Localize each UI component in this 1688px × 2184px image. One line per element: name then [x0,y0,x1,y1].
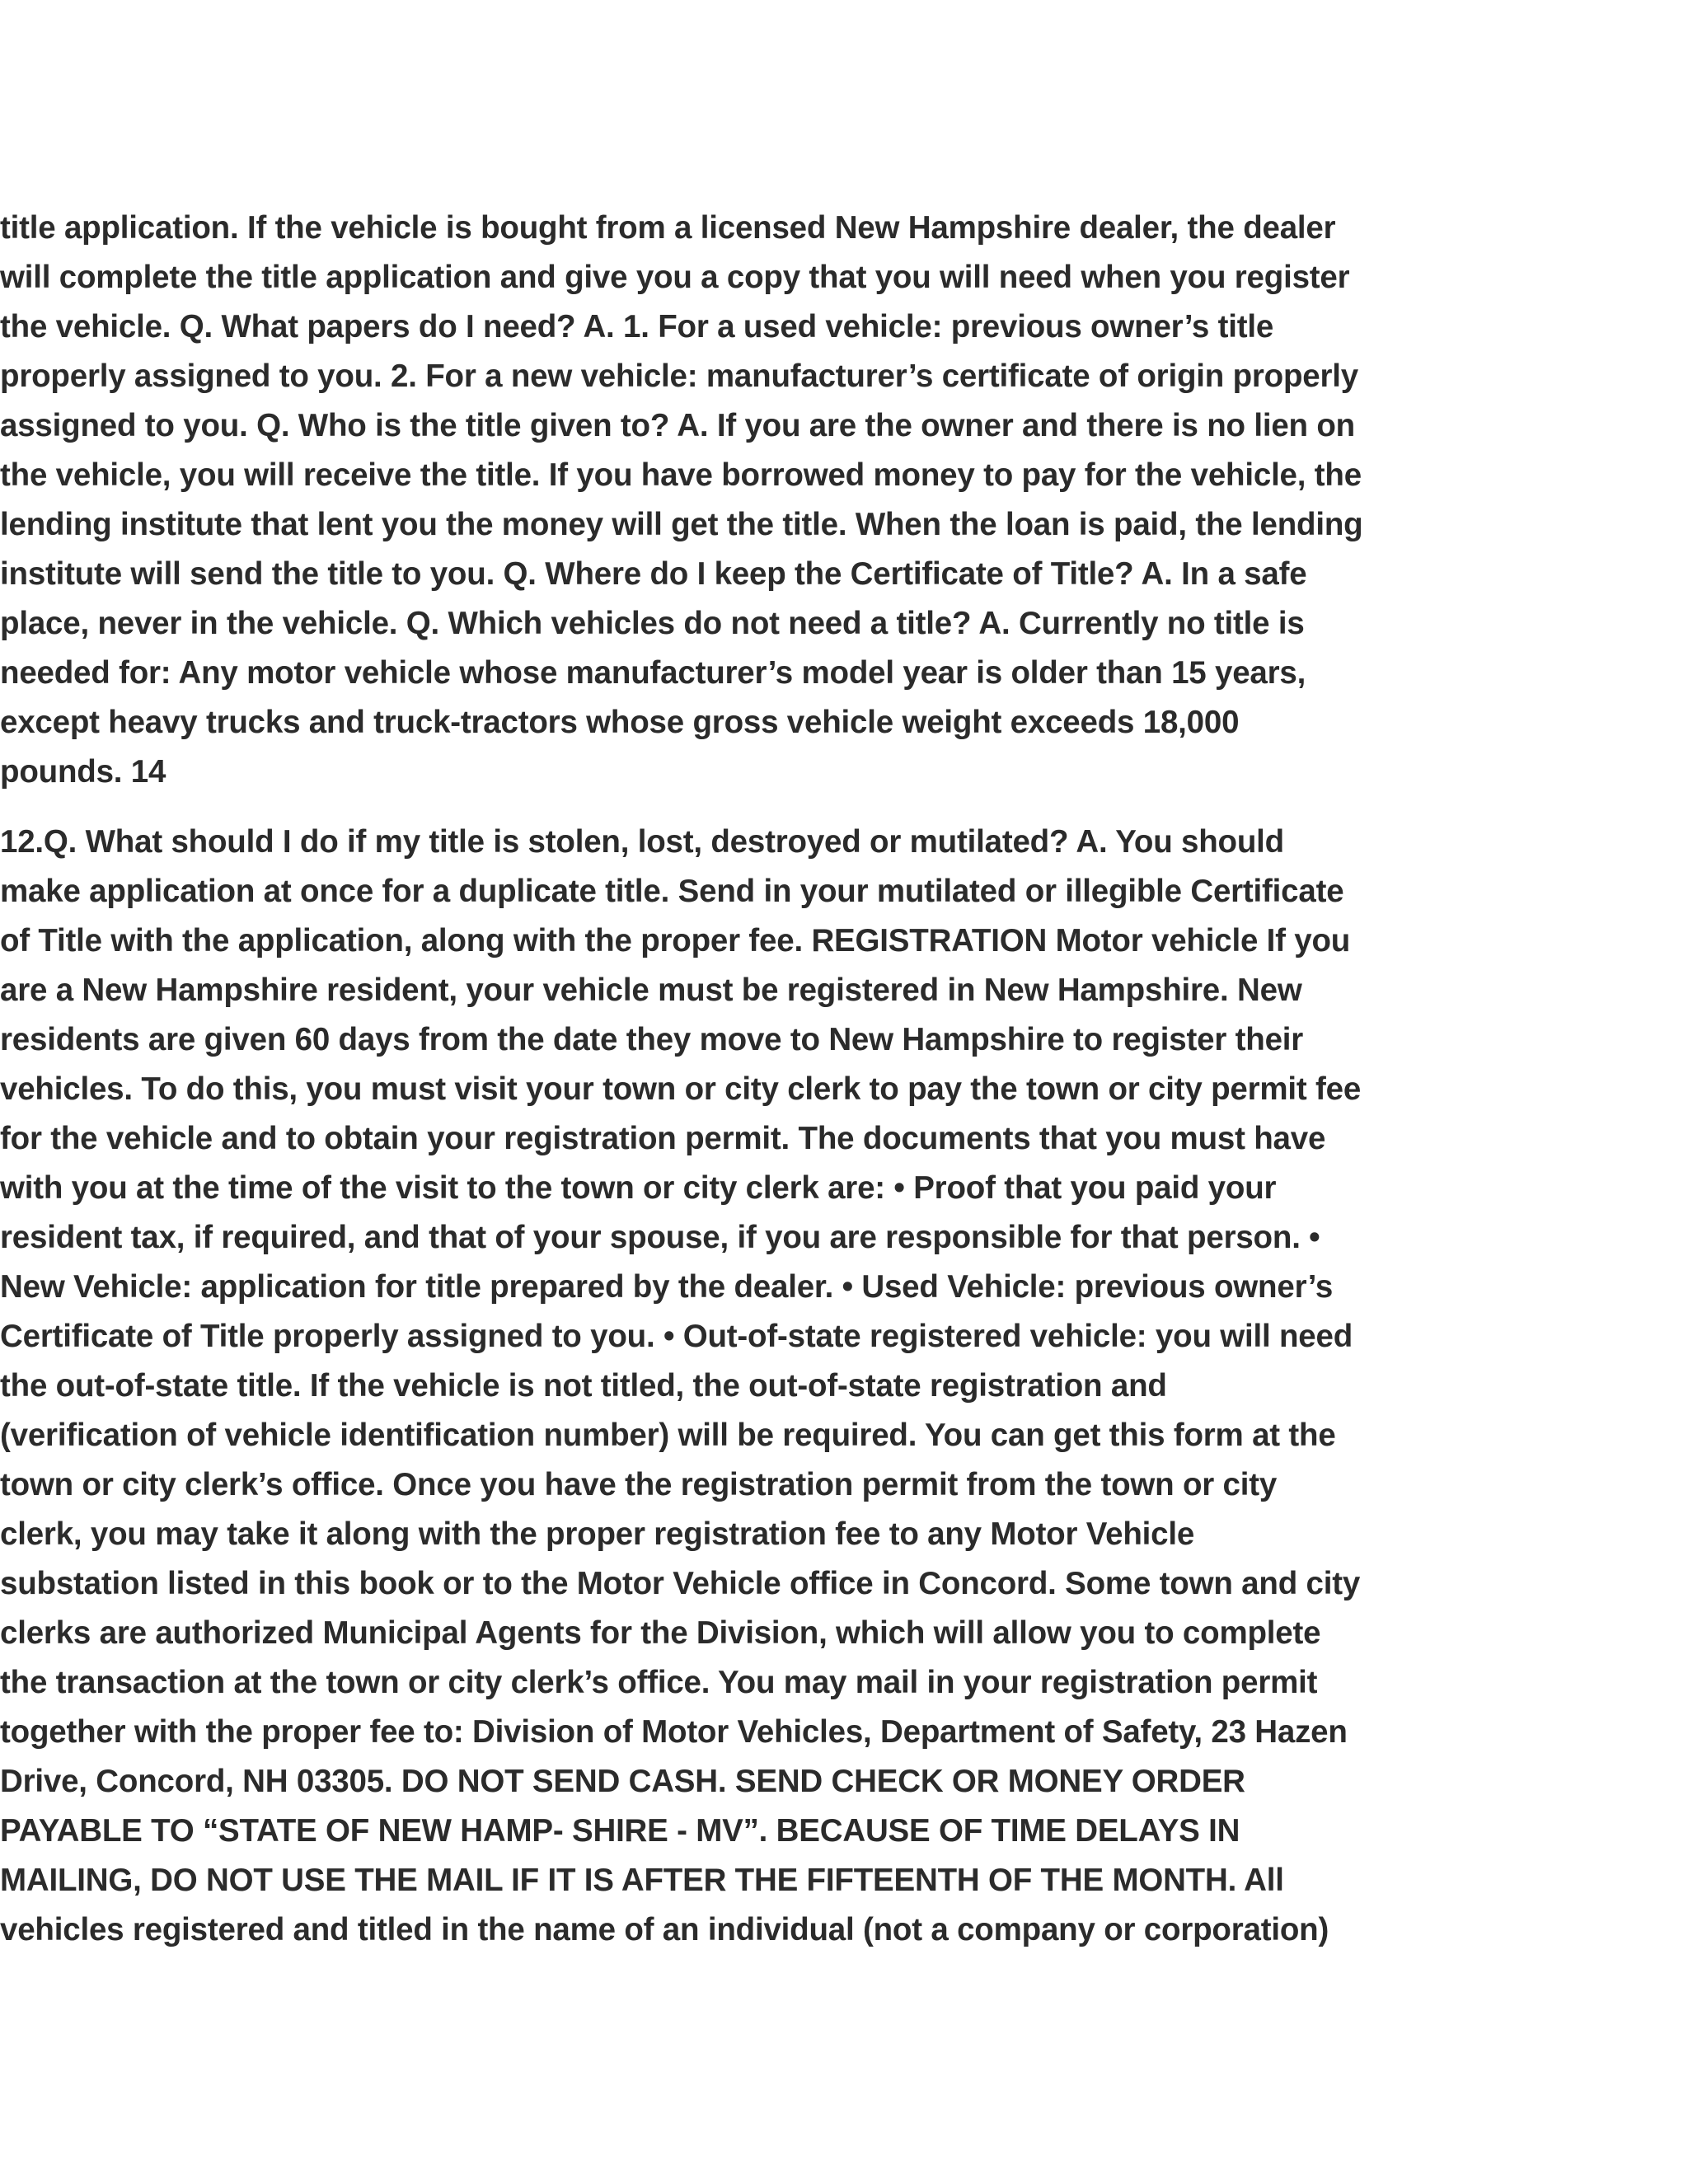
text-line: pounds. 14 [0,754,166,790]
text-line: needed for: Any motor vehicle whose manufacturer’s model year is older than 15 years, [0,655,1306,691]
text-line: clerk, you may take it along with the proper registration fee to any Motor Vehicle [0,1516,1195,1552]
body-text [0,204,1451,1955]
text-line: the transaction at the town or city clerk’s office. You may mail in your registration permit [0,1665,1318,1700]
text-line: residents are given 60 days from the date they move to New Hampshire to register their [0,1022,1304,1057]
text-line: will complete the title application and give you a copy that you will need when you register [0,260,1350,295]
text-line: vehicles. To do this, you must visit your town or city clerk to pay the town or city permit fee [0,1071,1362,1107]
paragraph-title-questions [0,204,1451,797]
text-line: title application. If the vehicle is bought from a licensed New Hampshire dealer, the dealer [0,210,1336,246]
text-line: make application at once for a duplicate title. Send in your mutilated or illegible Certificate [0,874,1344,909]
text-line: vehicles registered and titled in the name of an individual (not a company or corporation) [0,1912,1329,1947]
text-line: Certificate of Title properly assigned to you. • Out-of-state registered vehicle: you will need [0,1319,1353,1354]
text-line: lending institute that lent you the money will get the title. When the loan is paid, the lending [0,507,1363,542]
paragraph-registration [0,818,1451,1955]
text-line: assigned to you. Q. Who is the title given to? A. If you are the owner and there is no lien on [0,408,1355,443]
text-line: resident tax, if required, and that of your spouse, if you are responsible for that person. • [0,1220,1320,1255]
text-line: the vehicle, you will receive the title. If you have borrowed money to pay for the vehicle, the [0,457,1362,493]
text-line: 12.Q. What should I do if my title is stolen, lost, destroyed or mutilated? A. You should [0,824,1284,860]
text-line: place, never in the vehicle. Q. Which vehicles do not need a title? A. Currently no title is [0,606,1305,641]
text-line: PAYABLE TO “STATE OF NEW HAMP- SHIRE - MV”. BECAUSE OF TIME DELAYS IN [0,1813,1240,1849]
text-line: of Title with the application, along with the proper fee. REGISTRATION Motor vehicle If you [0,923,1351,958]
text-line: are a New Hampshire resident, your vehicle must be registered in New Hampshire. New [0,972,1302,1008]
text-line: for the vehicle and to obtain your registration permit. The documents that you must have [0,1121,1326,1156]
text-line: except heavy trucks and truck-tractors whose gross vehicle weight exceeds 18,000 [0,705,1240,740]
text-line: (verification of vehicle identification number) will be required. You can get this form at the [0,1418,1336,1453]
text-line: Drive, Concord, NH 03305. DO NOT SEND CASH. SEND CHECK OR MONEY ORDER [0,1764,1245,1799]
text-line: institute will send the title to you. Q. Where do I keep the Certificate of Title? A. In a safe [0,556,1307,592]
text-line: New Vehicle: application for title prepared by the dealer. • Used Vehicle: previous owner’s [0,1269,1334,1305]
text-line: the out-of-state title. If the vehicle is not titled, the out-of-state registration and [0,1368,1167,1404]
text-line: with you at the time of the visit to the town or city clerk are: • Proof that you paid your [0,1170,1277,1206]
text-line: substation listed in this book or to the Motor Vehicle office in Concord. Some town and city [0,1566,1361,1601]
text-line: together with the proper fee to: Division of Motor Vehicles, Department of Safety, 23 Hazen [0,1714,1348,1750]
text-line: the vehicle. Q. What papers do I need? A. 1. For a used vehicle: previous owner’s title [0,309,1274,344]
text-line: MAILING, DO NOT USE THE MAIL IF IT IS AFTER THE FIFTEENTH OF THE MONTH. All [0,1863,1284,1898]
text-line: properly assigned to you. 2. For a new vehicle: manufacturer’s certificate of origin properly [0,359,1359,394]
text-line: clerks are authorized Municipal Agents for the Division, which will allow you to complete [0,1615,1321,1651]
text-line: town or city clerk’s office. Once you have the registration permit from the town or city [0,1467,1278,1502]
